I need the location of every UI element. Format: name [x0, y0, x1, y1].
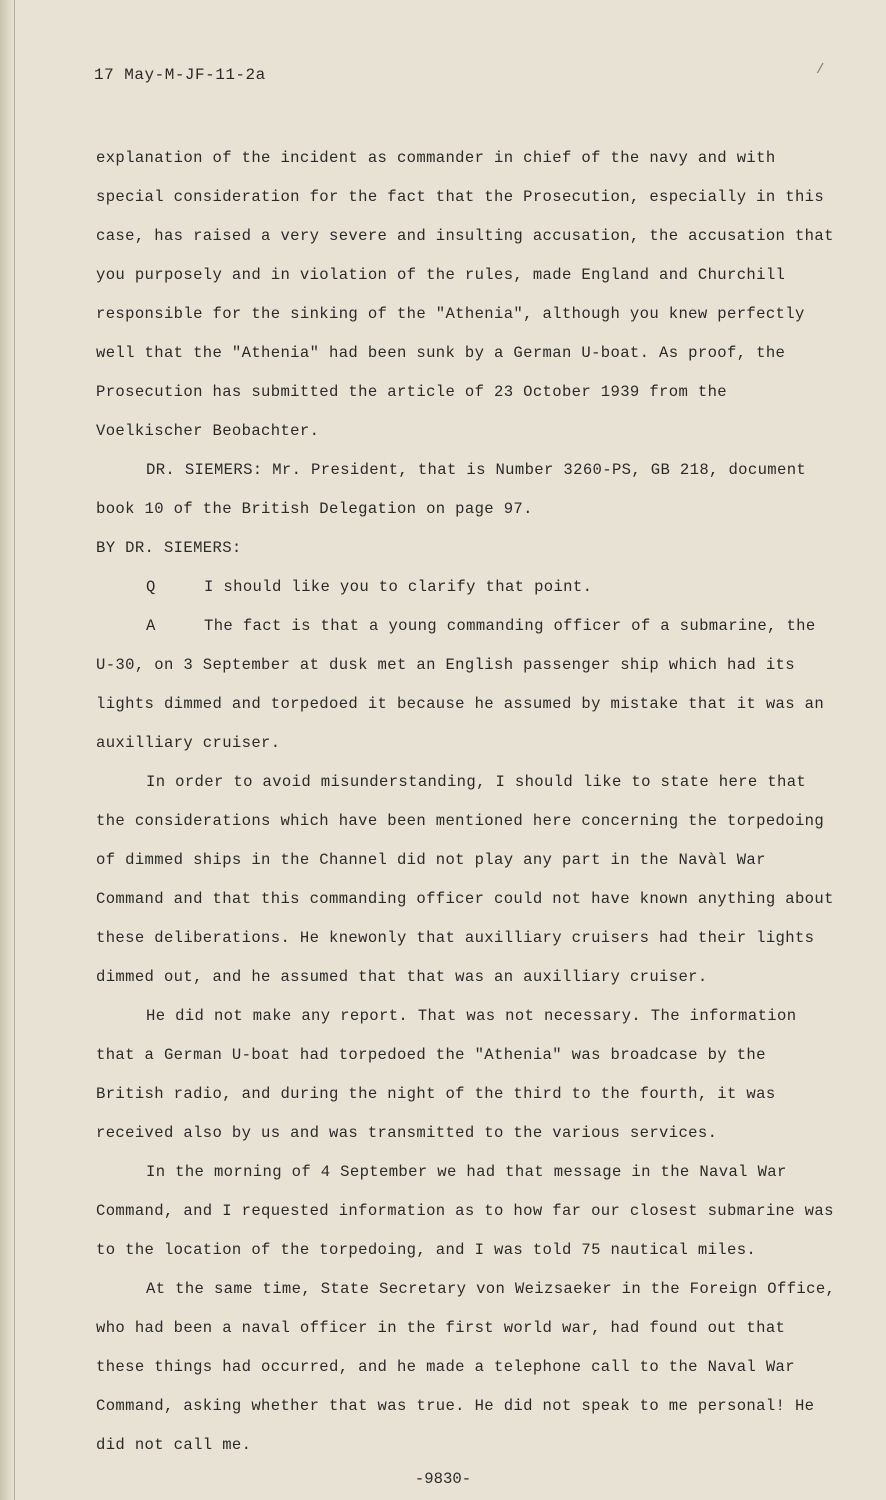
- torn-page-edge: [0, 0, 15, 1500]
- answer-label: A: [146, 617, 156, 635]
- answer-continuation: U-30, on 3 September at dusk met an English passenger ship which had its lights dimmed and torpedoed it because he assumed by mistake that it was an auxilliary cruiser.: [96, 656, 825, 752]
- answer-first-line: The fact is that a young commanding officer of a submarine, the: [204, 617, 816, 635]
- margin-mark: /: [816, 62, 825, 78]
- question-label: Q: [146, 578, 156, 596]
- paragraph-misunderstanding: In order to avoid misunderstanding, I should like to state here that the considerations which have been mentioned here concerning the torpedoing of dimmed ships in the Channel did not play any part in the Navàl War Command and that this commanding officer could not have known anything about these deliberations. He knewonly that auxilliary cruisers had their lights dimmed out, and he assumed that that was an auxilliary cruiser.: [96, 773, 834, 986]
- paragraph-weizsaeker: At the same time, State Secretary von Weizsaeker in the Foreign Office, who had been a naval officer in the first world war, had found out that these things had occurred, and he made a telephone call to the Naval War Command, asking whether that was true. He did not speak to me personal! He did not call me.: [96, 1280, 836, 1454]
- paragraph-report: He did not make any report. That was not necessary. The information that a German U-boat had torpedoed the "Athenia" was broadcase by the British radio, and during the night of the third to the fourth, it was received also by us and was transmitted to the various services.: [96, 1007, 797, 1142]
- document-reference: 17 May-M-JF-11-2a: [94, 66, 266, 84]
- answer-line: [96, 607, 836, 646]
- paragraph-siemers-statement: DR. SIEMERS: Mr. President, that is Number 3260-PS, GB 218, document book 10 of the British Delegation on page 97.: [96, 461, 807, 518]
- transcript-body: [96, 139, 836, 1465]
- question-line: [96, 568, 836, 607]
- question-text: I should like you to clarify that point.: [204, 578, 593, 596]
- speaker-heading: BY DR. SIEMERS:: [96, 539, 242, 557]
- paragraph-morning: In the morning of 4 September we had that message in the Naval War Command, and I requested information as to how far our closest submarine was to the location of the torpedoing, and I was told 75 nautical miles.: [96, 1163, 834, 1259]
- paragraph-explanation: explanation of the incident as commander in chief of the navy and with special consideration for the fact that the Prosecution, especially in this case, has raised a very severe and insulting accusation, the accusation that you purposely and in violation of the rules, made England and Churchill responsible for the sinking of the "Athenia", although you knew perfectly well that the "Athenia" had been sunk by a German U-boat. As proof, the Prosecution has submitted the article of 23 October 1939 from the Voelkischer Beobachter.: [96, 149, 834, 440]
- page-number: -9830-: [414, 1470, 472, 1488]
